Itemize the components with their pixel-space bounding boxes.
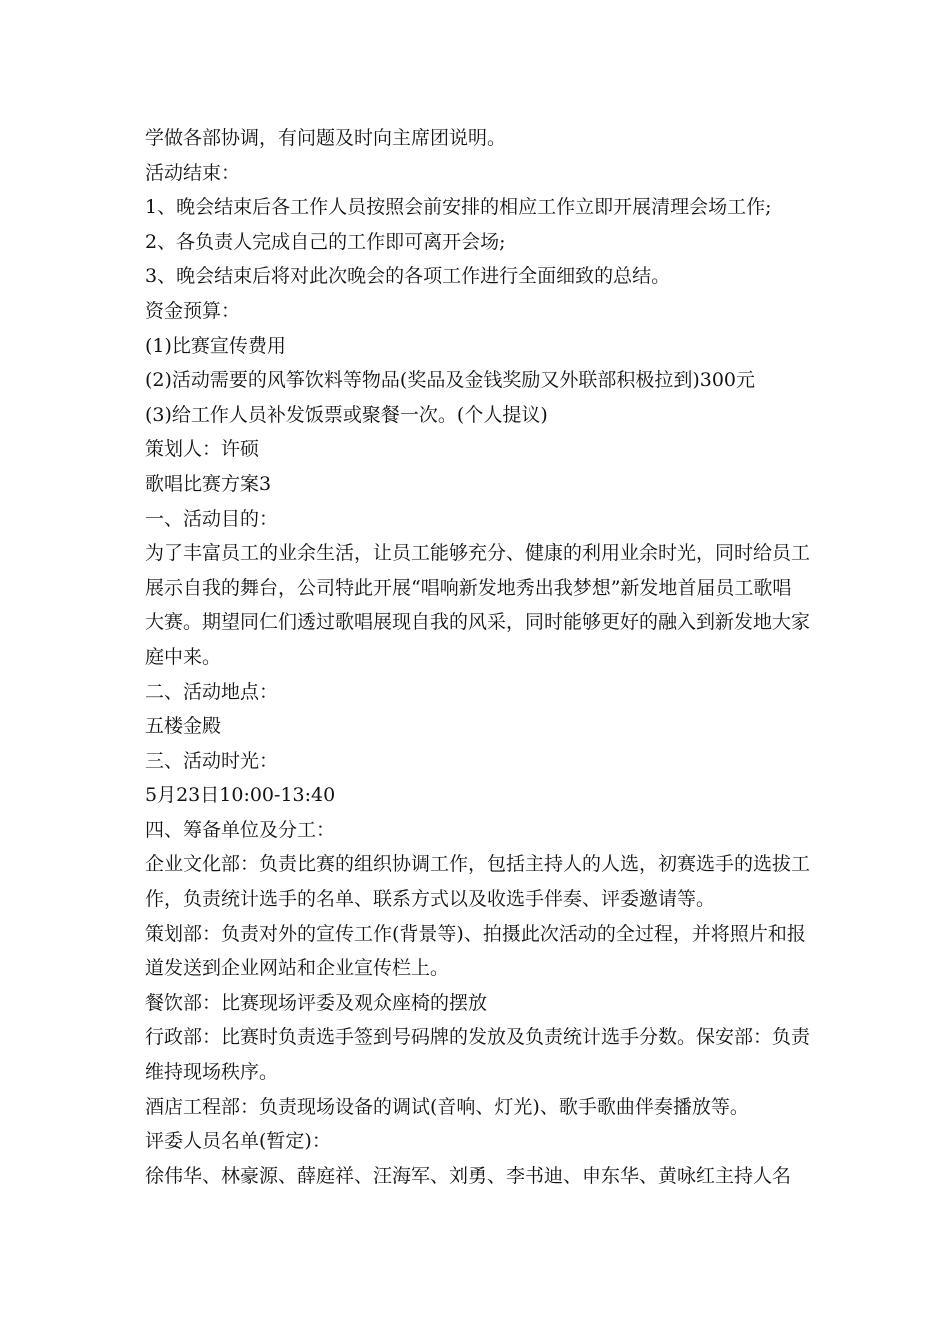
heading-judges: 评委人员名单(暂定)：: [145, 1130, 331, 1153]
paragraph-planning-dept: 策划部：负责对外的宣传工作(背景等)、拍摄此次活动的全过程，并将照片和报道发送到企业网站和企业宣传栏上。: [145, 922, 806, 980]
heading-budget: 资金预算：: [145, 299, 241, 322]
paragraph-location: 五楼金殿: [145, 715, 222, 738]
heading-location: 二、活动地点：: [145, 680, 279, 703]
paragraph-engineering-dept: 酒店工程部：负责现场设备的调试(音响、灯光)、歌手歌曲伴奏播放等。: [145, 1095, 749, 1118]
heading-purpose: 一、活动目的：: [145, 507, 279, 530]
planner-line: 策划人：许硕: [145, 438, 260, 461]
list-item-end-3: 3、晚会结束后将对此次晚会的各项工作进行全面细致的总结。: [145, 265, 671, 288]
paragraph-culture-dept: 企业文化部：负责比赛的组织协调工作，包括主持人的人选，初赛选手的选拔工作，负责统计选手的名单、联系方式以及收选手伴奏、评委邀请等。: [145, 853, 811, 911]
list-item-end-2: 2、各负责人完成自己的工作即可离开会场;: [145, 230, 506, 253]
budget-item-3: (3)给工作人员补发饭票或聚餐一次。(个人提议): [145, 403, 548, 426]
heading-organizers: 四、筹备单位及分工：: [145, 818, 336, 841]
budget-item-1: (1)比赛宣传费用: [145, 334, 286, 357]
list-item-end-1: 1、晚会结束后各工作人员按照会前安排的相应工作立即开展清理会场工作;: [145, 196, 772, 219]
section-title-plan-3: 歌唱比赛方案3: [145, 472, 272, 495]
budget-item-2: (2)活动需要的风筝饮料等物品(奖品及金钱奖励又外联部积极拉到)300元: [145, 369, 756, 392]
paragraph-time: 5月23日10:00-13:40: [145, 784, 336, 807]
paragraph-admin-dept: 行政部：比赛时负责选手签到号码牌的发放及负责统计选手分数。保安部：负责维持现场秩序。: [145, 1026, 811, 1084]
document-body: [145, 121, 810, 1193]
paragraph-judges-list: 徐伟华、林豪源、薛庭祥、汪海军、刘勇、李书迪、申东华、黄咏红主持人名: [145, 1164, 792, 1187]
paragraph-catering-dept: 餐饮部：比赛现场评委及观众座椅的摆放: [145, 991, 488, 1014]
heading-time: 三、活动时光：: [145, 749, 279, 772]
paragraph-purpose: 为了丰富员工的业余生活，让员工能够充分、健康的利用业余时光，同时给员工展示自我的舞台，公司特此开展“唱响新发地秀出我梦想”新发地首届员工歌唱大赛。期望同仁们透过歌唱展现自我的风采，同时能够更好的融入到新发地大家庭中来。: [145, 542, 811, 668]
heading-activity-end: 活动结束：: [145, 161, 241, 184]
paragraph-coordination: 学做各部协调，有问题及时向主席团说明。: [145, 127, 507, 149]
